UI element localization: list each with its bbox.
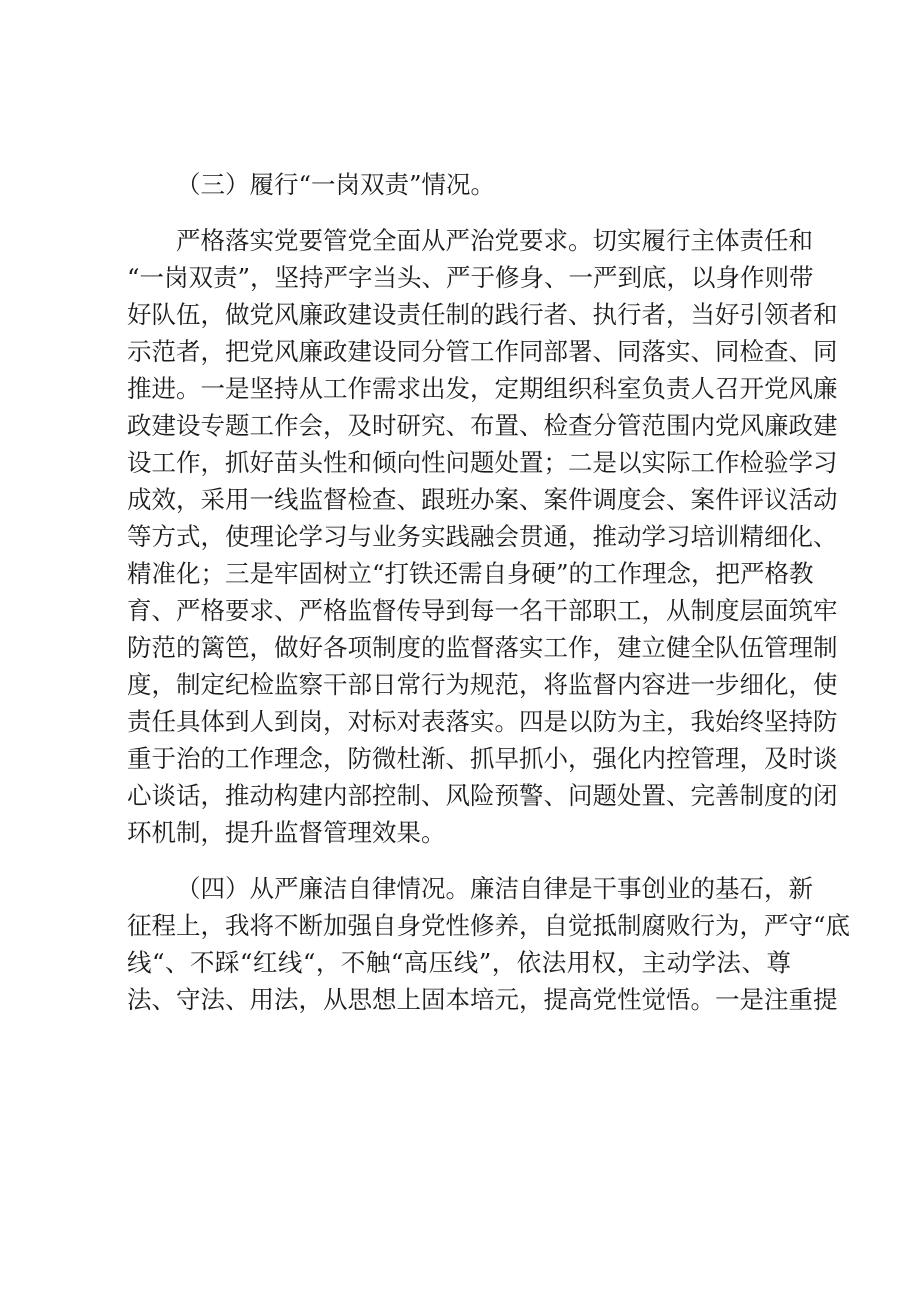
paragraph-line: 好队伍，做党风廉政建设责任制的践行者、执行者，当好引领者和 bbox=[127, 300, 838, 329]
paragraph-line: 重于治的工作理念，防微杜渐、抓早抓小，强化内控管理，及时谈 bbox=[127, 744, 838, 773]
paragraph-line: 法、守法、用法，从思想上固本培元，提高党性觉悟。一是注重提 bbox=[127, 985, 838, 1014]
paragraph-line: 推进。一是坚持从工作需求出发，定期组织科室负责人召开党风廉 bbox=[127, 374, 838, 403]
paragraph-line: 环机制，提升监督管理效果。 bbox=[127, 818, 446, 847]
paragraph-line: 精准化；三是牢固树立“打铁还需自身硬”的工作理念，把严格教 bbox=[127, 559, 814, 588]
paragraph-line: 严格落实党要管党全面从严治党要求。切实履行主体责任和 bbox=[176, 226, 813, 255]
paragraph-line: 线“、不踩“红线“，不触“高压线”，依法用权，主动学法、尊 bbox=[127, 948, 791, 977]
paragraph-line: 育、严格要求、严格监督传导到每一名干部职工，从制度层面筑牢 bbox=[127, 596, 838, 625]
paragraph-line: “一岗双责”，坚持严字当头、严于修身、一严到底，以身作则带 bbox=[127, 263, 814, 292]
paragraph-line: 示范者，把党风廉政建设同分管工作同部署、同落实、同检查、同 bbox=[127, 337, 838, 366]
paragraph-line: 责任具体到人到岗，对标对表落实。四是以防为主，我始终坚持防 bbox=[127, 707, 838, 736]
paragraph-line: 设工作，抓好苗头性和倾向性问题处置；二是以实际工作检验学习 bbox=[127, 448, 838, 477]
paragraph-line: 防范的篱笆，做好各项制度的监督落实工作，建立健全队伍管理制 bbox=[127, 633, 838, 662]
paragraph-line: 心谈话，推动构建内部控制、风险预警、问题处置、完善制度的闭 bbox=[127, 781, 838, 810]
section-4-heading-line: （四）从严廉洁自律情况。廉洁自律是干事创业的基石，新 bbox=[176, 874, 813, 903]
paragraph-line: 等方式，使理论学习与业务实践融会贯通，推动学习培训精细化、 bbox=[127, 522, 838, 551]
paragraph-line: 征程上，我将不断加强自身党性修养，自觉抵制腐败行为，严守“底 bbox=[127, 911, 851, 940]
section-3-heading: （三）履行“一岗双责”情况。 bbox=[176, 170, 496, 199]
paragraph-line: 政建设专题工作会，及时研究、布置、检查分管范围内党风廉政建 bbox=[127, 411, 838, 440]
paragraph-line: 成效，采用一线监督检查、跟班办案、案件调度会、案件评议活动 bbox=[127, 485, 838, 514]
paragraph-line: 度，制定纪检监察干部日常行为规范，将监督内容进一步细化，使 bbox=[127, 670, 838, 699]
